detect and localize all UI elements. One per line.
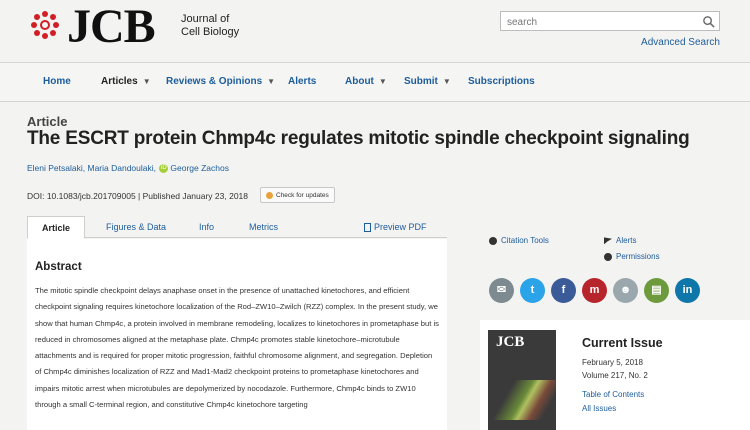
- advanced-search-link[interactable]: Advanced Search: [641, 37, 720, 48]
- nav-item-reviews-opinions[interactable]: [166, 76, 275, 87]
- linkedin-icon[interactable]: in: [675, 278, 700, 303]
- chevron-down-icon: ▼: [442, 77, 451, 86]
- citation-tools-icon: [489, 237, 497, 245]
- nav-label: Articles: [101, 76, 138, 87]
- permissions-icon: [604, 253, 612, 261]
- issue-date: February 5, 2018: [582, 358, 643, 367]
- alerts-icon: [604, 237, 612, 244]
- author-link[interactable]: George Zachos: [170, 163, 229, 173]
- nav-item-submit[interactable]: [404, 76, 451, 87]
- reddit-icon[interactable]: ☻: [613, 278, 638, 303]
- alerts-link[interactable]: [604, 236, 636, 245]
- pdf-icon: [364, 223, 371, 232]
- nav-label: Reviews & Opinions: [166, 76, 263, 87]
- crossmark-icon: [266, 192, 273, 199]
- alerts-label: Alerts: [616, 236, 637, 245]
- citation-tools-label: Citation Tools: [501, 236, 549, 245]
- citation-tools-link[interactable]: [489, 236, 549, 245]
- nav-item-home[interactable]: [43, 76, 71, 87]
- site-header: [0, 0, 750, 62]
- logo-text: JCB: [67, 0, 155, 53]
- all-issues-link[interactable]: All Issues: [582, 404, 617, 413]
- abstract-heading: Abstract: [35, 261, 82, 273]
- orcid-icon[interactable]: iD: [161, 165, 167, 172]
- chevron-down-icon: ▼: [142, 77, 151, 86]
- logo-mark-icon: [29, 9, 61, 41]
- nav-item-alerts[interactable]: [288, 76, 316, 87]
- email-icon[interactable]: ✉: [489, 278, 514, 303]
- tab-label: Preview PDF: [374, 222, 427, 232]
- current-issue-panel: [480, 320, 750, 430]
- facebook-icon[interactable]: f: [551, 278, 576, 303]
- permissions-label: Permissions: [616, 252, 660, 261]
- abstract-text: The mitotic spindle checkpoint delays anaphase onset in the presence of unattached kinetochores, and efficient checkpoint signaling requires kinetochore localization of the Rod–ZW10–Zwilch (RZZ) complex. In the present study, we show that human Chmp4c, a protein involved in membrane remodeling, localizes to kinetochores in prometaphase but is reduced in chromosomes aligned at the metaphase plate. Chmp4c promotes stable kinetochore–microtubule attachments and is required for proper mitotic progression, faithful chromosome alignment, and segregation. Depletion of Chmp4c diminishes localization of RZZ and Mad1-Mad2 checkpoint proteins to prometaphase kinetochores and impairs mitotic arrest when microtubules are depolymerized by nocodazole. Furthermore, Chmp4c binds to ZW10 through a small C-terminal region, and constitutive Chmp4c kinetochore targeting: [35, 286, 439, 410]
- issue-volume: Volume 217, No. 2: [582, 371, 648, 380]
- main-nav: [0, 62, 750, 102]
- permissions-link[interactable]: [604, 252, 660, 261]
- nav-label: Alerts: [288, 76, 317, 87]
- tab-figures-data[interactable]: Figures & Data: [106, 222, 167, 232]
- article-body: [27, 239, 447, 430]
- mendeley-icon[interactable]: m: [582, 278, 607, 303]
- logo-sub-line2: Cell Biology: [181, 26, 240, 38]
- issue-cover-image[interactable]: [488, 330, 556, 430]
- search-box: [500, 11, 720, 31]
- nav-item-about[interactable]: [345, 76, 387, 87]
- cover-artwork: [488, 380, 556, 420]
- author-link[interactable]: Eleni Petsalaki,: [27, 163, 86, 173]
- check-for-updates-button[interactable]: [260, 187, 335, 203]
- evernote-icon[interactable]: ▤: [644, 278, 669, 303]
- nav-label: About: [345, 76, 374, 87]
- search-icon[interactable]: [702, 15, 715, 28]
- nav-label: Subscriptions: [468, 76, 535, 87]
- current-issue-heading: Current Issue: [582, 336, 663, 350]
- author-list: [27, 163, 229, 173]
- journal-logo[interactable]: [29, 0, 249, 53]
- nav-item-articles[interactable]: [101, 76, 151, 87]
- nav-label: Home: [43, 76, 71, 87]
- search-input[interactable]: [501, 14, 691, 32]
- main-content: [0, 103, 750, 430]
- logo-sub-line1: Journal of: [181, 13, 230, 25]
- twitter-icon[interactable]: t: [520, 278, 545, 303]
- cover-title: JCB: [496, 334, 525, 350]
- article-title: The ESCRT protein Chmp4c regulates mitotic spindle checkpoint signaling: [27, 128, 690, 149]
- table-of-contents-link[interactable]: Table of Contents: [582, 390, 645, 399]
- tab-article[interactable]: Article: [27, 216, 85, 239]
- tab-metrics[interactable]: Metrics: [249, 222, 278, 232]
- article-tabs: [27, 216, 447, 238]
- nav-item-subscriptions[interactable]: [468, 76, 535, 87]
- logo-subtitle: [181, 13, 239, 39]
- chevron-down-icon: ▼: [267, 77, 276, 86]
- nav-label: Submit: [404, 76, 438, 87]
- tab-info[interactable]: Info: [199, 222, 215, 232]
- author-link[interactable]: Maria Dandoulaki,: [87, 163, 157, 173]
- doi-published-line: DOI: 10.1083/jcb.201709005 | Published January 23, 2018: [27, 191, 249, 201]
- chevron-down-icon: ▼: [378, 77, 387, 86]
- tab-preview-pdf[interactable]: [364, 222, 427, 232]
- article-type: Article: [27, 114, 68, 129]
- updates-label: Check for updates: [276, 192, 329, 199]
